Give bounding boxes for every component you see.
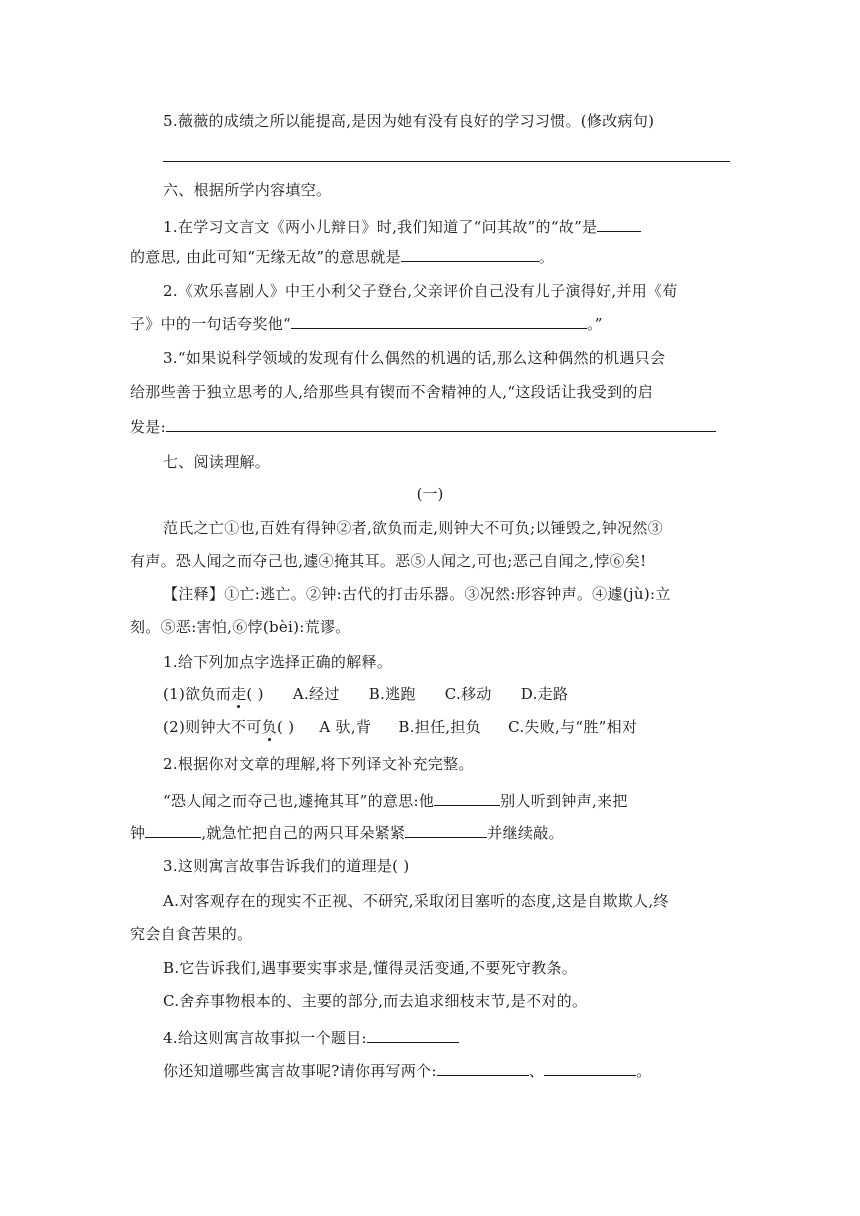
s6-item-3-line-3: 发是: <box>130 415 730 437</box>
reading-question-1: 1.给下列加点字选择正确的解释。 <box>163 653 393 671</box>
s6-item-3-line-1: 3.“如果说科学领域的发现有什么偶然的机遇的话,那么这种偶然的机遇只会 <box>163 349 666 367</box>
q3-option-a-line-1: A.对客观存在的现实不正视、不研究,采取闭目塞听的态度,这是自欺欺人,终 <box>163 892 669 910</box>
dotted-char-fu: 负 <box>261 718 277 736</box>
q2-blank-3[interactable] <box>405 821 487 838</box>
s6-item-1-line-2: 的意思, 由此可知“无缘无故”的意思就是 。 <box>130 245 730 267</box>
q3-option-b: B.它告诉我们,遇事要实事求是,懂得灵活变通,不要死守教条。 <box>163 959 578 977</box>
q2-line-1: “恐人闻之而夺己也,遽掩其耳”的意思:他 别人听到钟声,来把 <box>163 789 763 811</box>
q4-story-blank-2[interactable] <box>544 1059 636 1076</box>
reading-question-3: 3.这则寓言故事告诉我们的道理是( ) <box>163 857 410 875</box>
q1-sub-2-answer-paren[interactable]: ( ) <box>276 718 295 736</box>
q1-sub-2: (2)则钟大不可负( ) A 驮,背 B.担任,担负 C.失败,与“胜”相对 <box>163 718 638 736</box>
s6-item-2-line-2: 子》中的一句话夸奖他“ 。” <box>130 312 730 334</box>
q1-2-option-a: A 驮,背 <box>319 718 372 736</box>
passage-line-2: 有声。恐人闻之而夺己也,遽④掩其耳。恶⑤人闻之,可也;恶己自闻之,悖⑥矣! <box>130 552 647 570</box>
section-7-title: 七、阅读理解。 <box>163 453 271 471</box>
q1-sub-1: (1)欲负而走( ) A.经过 B.逃跑 C.移动 D.走路 <box>163 685 569 703</box>
q4-title-blank[interactable] <box>367 1026 459 1043</box>
q1-1-option-b: B.逃跑 <box>368 685 416 703</box>
q2-line-2: 钟 ,就急忙把自己的两只耳朵紧紧 并继续敲。 <box>130 821 730 843</box>
q2-blank-2[interactable] <box>145 821 201 838</box>
reading-question-2: 2.根据你对文章的理解,将下列译文补充完整。 <box>163 755 474 773</box>
q1-2-option-c: C.失败,与“胜”相对 <box>508 718 638 736</box>
q1-2-option-b: B.担任,担负 <box>398 718 482 736</box>
q5-answer-line[interactable] <box>163 161 730 162</box>
q1-1-option-d: D.走路 <box>520 685 569 703</box>
s6-item-2-line-1: 2.《欢乐喜剧人》中王小利父子登台,父亲评价自己没有儿子演得好,并用《荀 <box>163 282 678 300</box>
s6-item-1-blank-a[interactable] <box>597 215 641 232</box>
s6-item-1-blank-b[interactable] <box>401 245 539 262</box>
q2-blank-1[interactable] <box>434 789 500 806</box>
reading-part-label: (一) <box>416 485 444 503</box>
s6-item-2-blank[interactable] <box>291 312 587 329</box>
q1-sub-1-answer-paren[interactable]: ( ) <box>246 685 264 703</box>
q4-more-stories: 你还知道哪些寓言故事呢?请你再写两个: 、 。 <box>163 1059 763 1081</box>
q3-option-a-line-2: 究会自食苦果的。 <box>130 925 253 943</box>
q1-1-option-c: C.移动 <box>444 685 492 703</box>
question-5-sentence <box>163 111 763 131</box>
notes-line-2: 刻。⑤恶:害怕,⑥悖(bèi):荒谬。 <box>130 618 351 636</box>
notes-line-1: 【注释】①亡:逃亡。②钟:古代的打击乐器。③况然:形容钟声。④遽(jù):立 <box>163 585 671 603</box>
s6-item-3-line-2: 给那些善于独立思考的人,给那些具有锲而不舍精神的人,“这段话让我受到的启 <box>130 383 654 401</box>
section-6-title: 六、根据所学内容填空。 <box>163 181 332 199</box>
s6-item-1-line-1: 1.在学习文言文《两小儿辩日》时,我们知道了“问其故”的“故”是 <box>163 215 763 237</box>
dotted-char-zou: 走 <box>231 685 247 703</box>
s6-item-3-blank[interactable] <box>166 415 716 432</box>
q5-text: 5.薇薇的成绩之所以能提高,是因为她有没有良好的学习习惯。(修改病句) <box>163 112 655 130</box>
reading-question-4: 4.给这则寓言故事拟一个题目: <box>163 1026 763 1048</box>
q3-option-c: C.舍弃事物根本的、主要的部分,而去追求细枝末节,是不对的。 <box>163 992 588 1010</box>
q1-1-option-a: A.经过 <box>292 685 340 703</box>
passage-line-1: 范氏之亡①也,百姓有得钟②者,欲负而走,则钟大不可负;以锤毁之,钟况然③ <box>163 519 663 537</box>
q4-story-blank-1[interactable] <box>437 1059 529 1076</box>
